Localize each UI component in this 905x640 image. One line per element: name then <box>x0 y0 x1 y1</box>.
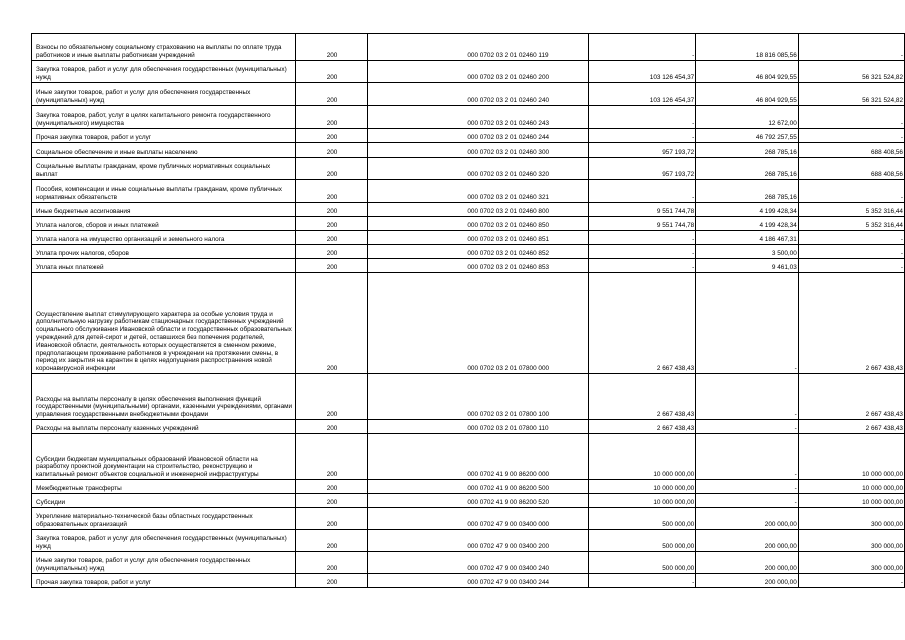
row-remaining-amount-cell: - <box>798 34 904 61</box>
row-classification-code-cell: 000 0702 41 9 00 86200 000 <box>368 434 588 480</box>
row-name-cell: Взносы по обязательному социальному страхованию на выплаты по оплате труда работников и иные выплаты работникам учреждений <box>32 34 296 61</box>
row-remaining-amount-cell: 56 321 524,82 <box>798 83 904 106</box>
row-name-cell: Субсидии <box>32 494 296 508</box>
row-executed-amount-cell: - <box>696 374 799 420</box>
row-classification-code-cell: 000 0702 47 9 00 03400 000 <box>368 508 588 530</box>
row-approved-amount-cell: - <box>588 574 695 588</box>
table-row <box>32 420 905 434</box>
table-row <box>32 61 905 83</box>
row-name-cell: Прочая закупка товаров, работ и услуг <box>32 129 296 143</box>
budget-execution-table <box>31 33 905 588</box>
table-body <box>32 34 905 588</box>
row-name-cell: Прочая закупка товаров, работ и услуг <box>32 574 296 588</box>
row-code-cell: 200 <box>295 83 368 106</box>
row-executed-amount-cell: 268 785,16 <box>696 180 799 203</box>
table-row <box>32 34 905 61</box>
row-approved-amount-cell: 10 000 000,00 <box>588 494 695 508</box>
table-row <box>32 552 905 574</box>
row-executed-amount-cell: - <box>696 434 799 480</box>
table-row <box>32 83 905 106</box>
row-code-cell: 200 <box>295 245 368 259</box>
row-code-cell: 200 <box>295 259 368 273</box>
row-approved-amount-cell: - <box>588 245 695 259</box>
row-code-cell: 200 <box>295 494 368 508</box>
row-name-cell: Закупка товаров, работ и услуг для обеспечения государственных (муниципальных) нужд <box>32 61 296 83</box>
row-approved-amount-cell: 500 000,00 <box>588 530 695 552</box>
row-classification-code-cell: 000 0702 03 2 01 02460 119 <box>368 34 588 61</box>
row-name-cell: Субсидии бюджетам муниципальных образований Ивановской области на разработку проектной документации на строительство, реконструкцию и капитальный ремонт объектов социальной и инженерной инфраструктуры <box>32 434 296 480</box>
row-approved-amount-cell: 9 551 744,78 <box>588 203 695 217</box>
row-approved-amount-cell: - <box>588 129 695 143</box>
row-code-cell: 200 <box>295 273 368 374</box>
row-code-cell: 200 <box>295 34 368 61</box>
table-row <box>32 217 905 231</box>
row-classification-code-cell: 000 0702 03 2 01 02460 321 <box>368 180 588 203</box>
row-name-cell: Социальные выплаты гражданам, кроме публичных нормативных социальных выплат <box>32 158 296 180</box>
row-classification-code-cell: 000 0702 03 2 01 02460 800 <box>368 203 588 217</box>
row-classification-code-cell: 000 0702 03 2 01 02460 320 <box>368 158 588 180</box>
row-code-cell: 200 <box>295 420 368 434</box>
row-approved-amount-cell: 103 126 454,37 <box>588 83 695 106</box>
row-remaining-amount-cell: - <box>798 259 904 273</box>
row-code-cell: 200 <box>295 217 368 231</box>
row-executed-amount-cell: - <box>696 420 799 434</box>
row-remaining-amount-cell: - <box>798 180 904 203</box>
row-remaining-amount-cell: 300 000,00 <box>798 552 904 574</box>
row-remaining-amount-cell: - <box>798 231 904 245</box>
row-name-cell: Уплата налога на имущество организаций и земельного налога <box>32 231 296 245</box>
table-row <box>32 273 905 374</box>
row-code-cell: 200 <box>295 61 368 83</box>
table-row <box>32 574 905 588</box>
row-executed-amount-cell: 268 785,16 <box>696 143 799 158</box>
table-row <box>32 530 905 552</box>
table-row <box>32 374 905 420</box>
table-row <box>32 143 905 158</box>
row-name-cell: Уплата иных платежей <box>32 259 296 273</box>
row-code-cell: 200 <box>295 434 368 480</box>
row-classification-code-cell: 000 0702 03 2 01 02460 850 <box>368 217 588 231</box>
table-row <box>32 259 905 273</box>
row-classification-code-cell: 000 0702 03 2 01 02460 240 <box>368 83 588 106</box>
row-classification-code-cell: 000 0702 03 2 01 02460 300 <box>368 143 588 158</box>
row-approved-amount-cell: 2 667 438,43 <box>588 273 695 374</box>
row-approved-amount-cell: - <box>588 106 695 129</box>
row-approved-amount-cell: 957 193,72 <box>588 158 695 180</box>
row-remaining-amount-cell: 688 408,56 <box>798 143 904 158</box>
row-name-cell: Укрепление материально-технической базы областных государственных образовательных организаций <box>32 508 296 530</box>
row-remaining-amount-cell: 688 408,56 <box>798 158 904 180</box>
row-remaining-amount-cell: 56 321 524,82 <box>798 61 904 83</box>
row-code-cell: 200 <box>295 129 368 143</box>
row-remaining-amount-cell: 2 667 438,43 <box>798 273 904 374</box>
row-name-cell: Закупка товаров, работ, услуг в целях капитального ремонта государственного (муниципального) имущества <box>32 106 296 129</box>
row-classification-code-cell: 000 0702 47 9 00 03400 200 <box>368 530 588 552</box>
row-name-cell: Расходы на выплаты персоналу в целях обеспечения выполнения функций государственными (муниципальными) органами, казенными учреждениями, органами управления государственными внебюджетными фондами <box>32 374 296 420</box>
row-name-cell: Закупка товаров, работ и услуг для обеспечения государственных (муниципальных) нужд <box>32 530 296 552</box>
table-row <box>32 203 905 217</box>
row-code-cell: 200 <box>295 180 368 203</box>
row-approved-amount-cell: 957 193,72 <box>588 143 695 158</box>
row-code-cell: 200 <box>295 530 368 552</box>
row-classification-code-cell: 000 0702 47 9 00 03400 244 <box>368 574 588 588</box>
row-remaining-amount-cell: 5 352 316,44 <box>798 217 904 231</box>
row-remaining-amount-cell: 5 352 316,44 <box>798 203 904 217</box>
row-approved-amount-cell: 2 667 438,43 <box>588 420 695 434</box>
row-executed-amount-cell: 4 186 467,31 <box>696 231 799 245</box>
row-approved-amount-cell: 500 000,00 <box>588 552 695 574</box>
row-approved-amount-cell: 9 551 744,78 <box>588 217 695 231</box>
row-code-cell: 200 <box>295 203 368 217</box>
row-executed-amount-cell: - <box>696 273 799 374</box>
row-executed-amount-cell: 12 672,00 <box>696 106 799 129</box>
row-approved-amount-cell: - <box>588 259 695 273</box>
row-approved-amount-cell: 2 667 438,43 <box>588 374 695 420</box>
row-executed-amount-cell: 46 792 257,55 <box>696 129 799 143</box>
row-code-cell: 200 <box>295 143 368 158</box>
table-row <box>32 158 905 180</box>
row-executed-amount-cell: 200 000,00 <box>696 508 799 530</box>
table-row <box>32 480 905 494</box>
row-approved-amount-cell: 500 000,00 <box>588 508 695 530</box>
row-classification-code-cell: 000 0702 03 2 01 02460 200 <box>368 61 588 83</box>
row-classification-code-cell: 000 0702 03 2 01 07800 000 <box>368 273 588 374</box>
row-executed-amount-cell: 9 461,03 <box>696 259 799 273</box>
row-code-cell: 200 <box>295 374 368 420</box>
table-row <box>32 129 905 143</box>
table-row <box>32 180 905 203</box>
row-remaining-amount-cell: - <box>798 245 904 259</box>
row-executed-amount-cell: 3 500,00 <box>696 245 799 259</box>
row-name-cell: Уплата прочих налогов, сборов <box>32 245 296 259</box>
table-row <box>32 508 905 530</box>
row-name-cell: Иные закупки товаров, работ и услуг для обеспечения государственных (муниципальных) нужд <box>32 552 296 574</box>
row-code-cell: 200 <box>295 574 368 588</box>
row-name-cell: Иные закупки товаров, работ и услуг для обеспечения государственных (муниципальных) нужд <box>32 83 296 106</box>
row-remaining-amount-cell: - <box>798 129 904 143</box>
row-name-cell: Пособия, компенсации и иные социальные выплаты гражданам, кроме публичных нормативных обязательств <box>32 180 296 203</box>
row-approved-amount-cell: 103 126 454,37 <box>588 61 695 83</box>
row-code-cell: 200 <box>295 158 368 180</box>
row-remaining-amount-cell: 2 667 438,43 <box>798 420 904 434</box>
row-name-cell: Осуществление выплат стимулирующего характера за особые условия труда и дополнительную нагрузку работникам стационарных государственных учреждений социального обслуживания Ивановской области и государственных образовательных учреждений для детей-сирот и детей, оставшихся без попечения родителей, Ивановской области, деятельность которых осуществляется в сменном режиме, предполагающем проживание работников в учреждении на протяжении смены, в период их закрытия на карантин в целях недопущения распространения новой коронавирусной инфекции <box>32 273 296 374</box>
row-approved-amount-cell: 10 000 000,00 <box>588 434 695 480</box>
row-remaining-amount-cell: 10 000 000,00 <box>798 480 904 494</box>
row-code-cell: 200 <box>295 508 368 530</box>
table-row <box>32 494 905 508</box>
row-classification-code-cell: 000 0702 41 9 00 86200 500 <box>368 480 588 494</box>
row-approved-amount-cell: 10 000 000,00 <box>588 480 695 494</box>
row-remaining-amount-cell: 10 000 000,00 <box>798 434 904 480</box>
row-executed-amount-cell: 4 199 428,34 <box>696 203 799 217</box>
row-code-cell: 200 <box>295 480 368 494</box>
row-remaining-amount-cell: - <box>798 574 904 588</box>
row-name-cell: Уплата налогов, сборов и иных платежей <box>32 217 296 231</box>
row-executed-amount-cell: 200 000,00 <box>696 530 799 552</box>
row-approved-amount-cell: - <box>588 180 695 203</box>
row-remaining-amount-cell: 10 000 000,00 <box>798 494 904 508</box>
row-classification-code-cell: 000 0702 41 9 00 86200 520 <box>368 494 588 508</box>
row-executed-amount-cell: 46 804 929,55 <box>696 61 799 83</box>
row-name-cell: Социальное обеспечение и иные выплаты населению <box>32 143 296 158</box>
row-executed-amount-cell: 200 000,00 <box>696 552 799 574</box>
row-executed-amount-cell: 46 804 929,55 <box>696 83 799 106</box>
row-executed-amount-cell: 18 816 085,56 <box>696 34 799 61</box>
row-classification-code-cell: 000 0702 03 2 01 07800 110 <box>368 420 588 434</box>
row-remaining-amount-cell: 2 667 438,43 <box>798 374 904 420</box>
row-code-cell: 200 <box>295 552 368 574</box>
row-remaining-amount-cell: 300 000,00 <box>798 530 904 552</box>
row-code-cell: 200 <box>295 231 368 245</box>
row-classification-code-cell: 000 0702 03 2 01 02460 853 <box>368 259 588 273</box>
row-remaining-amount-cell: 300 000,00 <box>798 508 904 530</box>
table-row <box>32 245 905 259</box>
row-classification-code-cell: 000 0702 03 2 01 07800 100 <box>368 374 588 420</box>
table-row <box>32 106 905 129</box>
row-classification-code-cell: 000 0702 03 2 01 02460 852 <box>368 245 588 259</box>
row-remaining-amount-cell: - <box>798 106 904 129</box>
row-classification-code-cell: 000 0702 03 2 01 02460 244 <box>368 129 588 143</box>
row-executed-amount-cell: 268 785,16 <box>696 158 799 180</box>
row-classification-code-cell: 000 0702 03 2 01 02460 851 <box>368 231 588 245</box>
table-row <box>32 231 905 245</box>
row-classification-code-cell: 000 0702 03 2 01 02460 243 <box>368 106 588 129</box>
row-approved-amount-cell: - <box>588 231 695 245</box>
row-executed-amount-cell: - <box>696 480 799 494</box>
row-approved-amount-cell: - <box>588 34 695 61</box>
row-name-cell: Межбюджетные трансферты <box>32 480 296 494</box>
row-executed-amount-cell: - <box>696 494 799 508</box>
row-executed-amount-cell: 4 199 428,34 <box>696 217 799 231</box>
row-name-cell: Расходы на выплаты персоналу казенных учреждений <box>32 420 296 434</box>
row-name-cell: Иные бюджетные ассигнования <box>32 203 296 217</box>
table-row <box>32 434 905 480</box>
row-executed-amount-cell: 200 000,00 <box>696 574 799 588</box>
row-classification-code-cell: 000 0702 47 9 00 03400 240 <box>368 552 588 574</box>
row-code-cell: 200 <box>295 106 368 129</box>
